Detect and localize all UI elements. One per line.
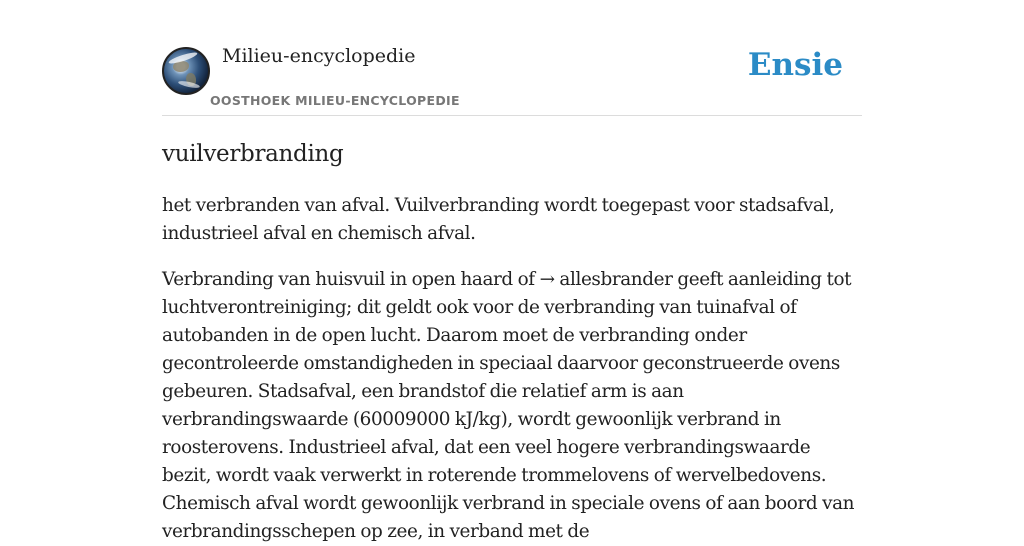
entry-title: vuilverbranding [162,141,344,167]
entry-content [162,138,862,546]
entry-paragraph: het verbranden van afval. Vuilverbranding wordt toegepast voor stadsafval, industrieel afval en chemisch afval. [162,195,835,244]
entry-paragraph [162,266,862,546]
site-title-link[interactable]: Milieu-encyclopedie [222,45,416,67]
globe-cloud-shape [178,80,201,89]
header [162,0,862,116]
brand-logo-link[interactable]: Ensie [747,47,843,83]
arrow-right-icon: → [539,269,555,290]
paragraph-text: Verbranding van huisvuil in open haard of [162,269,540,290]
cross-reference-link[interactable]: allesbrander [554,269,673,290]
globe-icon[interactable] [162,47,210,95]
site-subtitle: OOSTHOEK MILIEU-ENCYCLOPEDIE [210,93,460,108]
paragraph-text: geeft aanleiding tot luchtverontreiniging; dit geldt ook voor de verbranding van tuinafval of autobanden in de open lucht. Daarom moet de verbranding onder gecontroleerde omstandigheden in speciaal daarvoor geconstrueerde ovens gebeuren. Stadsafval, een brandstof die relatief arm is aan verbrandingswaarde (60009000 kJ/kg), wordt gewoonlijk verbrand in roosterovens. Industrieel afval, dat een veel hogere verbrandingswaarde bezit, wordt vaak verwerkt in roterende trommelovens of wervelbedovens. Chemisch afval wordt gewoonlijk verbrand in speciale ovens of aan boord van verbrandingsschepen op zee, in verband met de [162,269,855,542]
